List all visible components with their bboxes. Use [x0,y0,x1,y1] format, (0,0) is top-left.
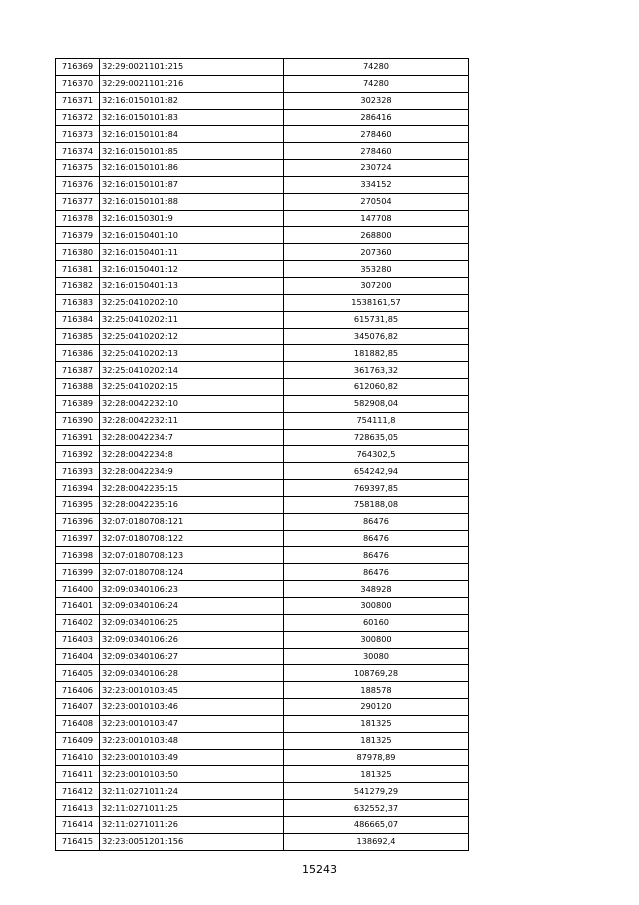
row-id-cell: 716393 [56,463,100,480]
table-row [56,210,469,227]
table-row [56,480,469,497]
row-id-cell: 716396 [56,513,100,530]
row-id-cell: 716412 [56,783,100,800]
cadastral-number-cell: 32:11:0271011:24 [100,783,284,800]
table-row [56,783,469,800]
value-cell: 270504 [284,193,469,210]
value-cell: 302328 [284,92,469,109]
table-row [56,362,469,379]
value-cell: 181325 [284,766,469,783]
row-id-cell: 716373 [56,126,100,143]
value-cell: 86476 [284,564,469,581]
row-id-cell: 716369 [56,59,100,76]
table-row [56,311,469,328]
value-cell: 615731,85 [284,311,469,328]
cadastral-number-cell: 32:25:0410202:10 [100,294,284,311]
cadastral-number-cell: 32:09:0340106:28 [100,665,284,682]
table-row [56,631,469,648]
row-id-cell: 716378 [56,210,100,227]
cadastral-number-cell: 32:07:0180708:121 [100,513,284,530]
value-cell: 348928 [284,581,469,598]
table-row [56,75,469,92]
cadastral-number-cell: 32:23:0010103:47 [100,715,284,732]
table-row [56,547,469,564]
cadastral-number-cell: 32:09:0340106:23 [100,581,284,598]
registry-table-body [56,59,469,851]
row-id-cell: 716385 [56,328,100,345]
cadastral-number-cell: 32:16:0150101:84 [100,126,284,143]
cadastral-number-cell: 32:09:0340106:24 [100,598,284,615]
cadastral-number-cell: 32:25:0410202:14 [100,362,284,379]
row-id-cell: 716389 [56,395,100,412]
value-cell: 300800 [284,598,469,615]
value-cell: 764302,5 [284,446,469,463]
value-cell: 230724 [284,160,469,177]
value-cell: 334152 [284,176,469,193]
cadastral-number-cell: 32:25:0410202:11 [100,311,284,328]
row-id-cell: 716370 [56,75,100,92]
row-id-cell: 716399 [56,564,100,581]
row-id-cell: 716404 [56,648,100,665]
row-id-cell: 716381 [56,261,100,278]
cadastral-number-cell: 32:16:0150101:87 [100,176,284,193]
row-id-cell: 716386 [56,345,100,362]
cadastral-number-cell: 32:07:0180708:122 [100,530,284,547]
cadastral-number-cell: 32:09:0340106:25 [100,614,284,631]
cadastral-number-cell: 32:16:0150101:85 [100,143,284,160]
row-id-cell: 716377 [56,193,100,210]
value-cell: 207360 [284,244,469,261]
table-row [56,446,469,463]
cadastral-number-cell: 32:11:0271011:26 [100,816,284,833]
row-id-cell: 716382 [56,277,100,294]
table-row [56,379,469,396]
value-cell: 74280 [284,75,469,92]
registry-table-container [55,58,469,851]
table-row [56,732,469,749]
value-cell: 1538161,57 [284,294,469,311]
value-cell: 632552,37 [284,800,469,817]
row-id-cell: 716384 [56,311,100,328]
value-cell: 268800 [284,227,469,244]
cadastral-number-cell: 32:16:0150101:82 [100,92,284,109]
row-id-cell: 716394 [56,480,100,497]
table-row [56,244,469,261]
cadastral-number-cell: 32:23:0010103:48 [100,732,284,749]
registry-table [55,58,469,851]
table-row [56,109,469,126]
table-row [56,833,469,850]
cadastral-number-cell: 32:25:0410202:15 [100,379,284,396]
cadastral-number-cell: 32:16:0150401:10 [100,227,284,244]
row-id-cell: 716401 [56,598,100,615]
table-row [56,92,469,109]
row-id-cell: 716415 [56,833,100,850]
value-cell: 87978,89 [284,749,469,766]
cadastral-number-cell: 32:07:0180708:123 [100,547,284,564]
row-id-cell: 716407 [56,699,100,716]
value-cell: 754111,8 [284,412,469,429]
cadastral-number-cell: 32:23:0010103:49 [100,749,284,766]
cadastral-number-cell: 32:16:0150101:86 [100,160,284,177]
cadastral-number-cell: 32:28:0042235:16 [100,496,284,513]
table-row [56,463,469,480]
row-id-cell: 716374 [56,143,100,160]
value-cell: 769397,85 [284,480,469,497]
row-id-cell: 716380 [56,244,100,261]
row-id-cell: 716411 [56,766,100,783]
value-cell: 181325 [284,732,469,749]
row-id-cell: 716414 [56,816,100,833]
value-cell: 181882,85 [284,345,469,362]
value-cell: 138692,4 [284,833,469,850]
table-row [56,816,469,833]
value-cell: 361763,32 [284,362,469,379]
cadastral-number-cell: 32:28:0042234:9 [100,463,284,480]
table-row [56,227,469,244]
value-cell: 86476 [284,547,469,564]
value-cell: 307200 [284,277,469,294]
row-id-cell: 716372 [56,109,100,126]
table-row [56,699,469,716]
value-cell: 278460 [284,143,469,160]
table-row [56,429,469,446]
table-row [56,412,469,429]
cadastral-number-cell: 32:09:0340106:27 [100,648,284,665]
value-cell: 654242,94 [284,463,469,480]
row-id-cell: 716376 [56,176,100,193]
table-row [56,193,469,210]
table-row [56,513,469,530]
row-id-cell: 716405 [56,665,100,682]
cadastral-number-cell: 32:16:0150101:88 [100,193,284,210]
row-id-cell: 716371 [56,92,100,109]
row-id-cell: 716383 [56,294,100,311]
value-cell: 86476 [284,530,469,547]
cadastral-number-cell: 32:28:0042232:11 [100,412,284,429]
value-cell: 86476 [284,513,469,530]
value-cell: 728635,05 [284,429,469,446]
cadastral-number-cell: 32:29:0021101:215 [100,59,284,76]
table-row [56,614,469,631]
table-row [56,294,469,311]
value-cell: 300800 [284,631,469,648]
table-row [56,749,469,766]
value-cell: 758188,08 [284,496,469,513]
row-id-cell: 716388 [56,379,100,396]
cadastral-number-cell: 32:28:0042234:7 [100,429,284,446]
table-row [56,682,469,699]
row-id-cell: 716395 [56,496,100,513]
table-row [56,126,469,143]
value-cell: 286416 [284,109,469,126]
value-cell: 486665,07 [284,816,469,833]
table-row [56,261,469,278]
value-cell: 290120 [284,699,469,716]
cadastral-number-cell: 32:16:0150401:11 [100,244,284,261]
value-cell: 612060,82 [284,379,469,396]
cadastral-number-cell: 32:25:0410202:13 [100,345,284,362]
cadastral-number-cell: 32:09:0340106:26 [100,631,284,648]
value-cell: 60160 [284,614,469,631]
table-row [56,143,469,160]
cadastral-number-cell: 32:16:0150401:13 [100,277,284,294]
table-row [56,496,469,513]
value-cell: 541279,29 [284,783,469,800]
cadastral-number-cell: 32:23:0010103:50 [100,766,284,783]
table-row [56,59,469,76]
value-cell: 345076,82 [284,328,469,345]
table-row [56,328,469,345]
value-cell: 74280 [284,59,469,76]
value-cell: 188578 [284,682,469,699]
cadastral-number-cell: 32:28:0042234:8 [100,446,284,463]
cadastral-number-cell: 32:16:0150301:9 [100,210,284,227]
row-id-cell: 716400 [56,581,100,598]
cadastral-number-cell: 32:16:0150401:12 [100,261,284,278]
cadastral-number-cell: 32:23:0051201:156 [100,833,284,850]
cadastral-number-cell: 32:28:0042232:10 [100,395,284,412]
row-id-cell: 716390 [56,412,100,429]
table-row [56,665,469,682]
row-id-cell: 716391 [56,429,100,446]
value-cell: 181325 [284,715,469,732]
value-cell: 353280 [284,261,469,278]
row-id-cell: 716409 [56,732,100,749]
cadastral-number-cell: 32:25:0410202:12 [100,328,284,345]
cadastral-number-cell: 32:07:0180708:124 [100,564,284,581]
row-id-cell: 716403 [56,631,100,648]
value-cell: 278460 [284,126,469,143]
row-id-cell: 716408 [56,715,100,732]
table-row [56,176,469,193]
row-id-cell: 716379 [56,227,100,244]
row-id-cell: 716402 [56,614,100,631]
row-id-cell: 716398 [56,547,100,564]
value-cell: 147708 [284,210,469,227]
row-id-cell: 716397 [56,530,100,547]
table-row [56,395,469,412]
row-id-cell: 716387 [56,362,100,379]
row-id-cell: 716375 [56,160,100,177]
table-row [56,715,469,732]
cadastral-number-cell: 32:29:0021101:216 [100,75,284,92]
cadastral-number-cell: 32:23:0010103:45 [100,682,284,699]
table-row [56,581,469,598]
row-id-cell: 716410 [56,749,100,766]
table-row [56,277,469,294]
cadastral-number-cell: 32:11:0271011:25 [100,800,284,817]
table-row [56,766,469,783]
page-number: 15243 [302,863,337,876]
value-cell: 30080 [284,648,469,665]
row-id-cell: 716406 [56,682,100,699]
row-id-cell: 716413 [56,800,100,817]
table-row [56,160,469,177]
cadastral-number-cell: 32:23:0010103:46 [100,699,284,716]
cadastral-number-cell: 32:16:0150101:83 [100,109,284,126]
table-row [56,530,469,547]
row-id-cell: 716392 [56,446,100,463]
table-row [56,648,469,665]
value-cell: 582908,04 [284,395,469,412]
value-cell: 108769,28 [284,665,469,682]
table-row [56,598,469,615]
table-row [56,800,469,817]
table-row [56,345,469,362]
cadastral-number-cell: 32:28:0042235:15 [100,480,284,497]
table-row [56,564,469,581]
